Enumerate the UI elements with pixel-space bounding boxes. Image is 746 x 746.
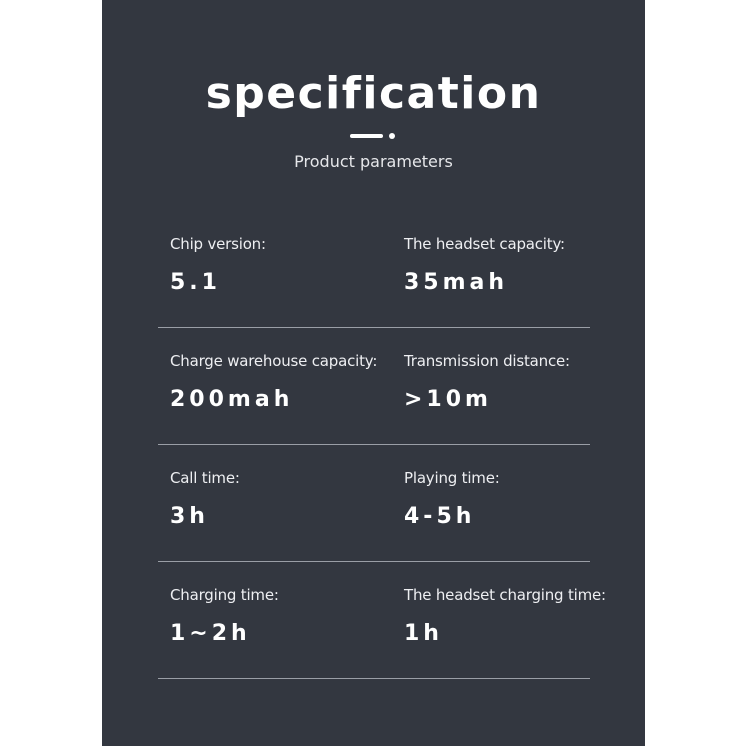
spec-item-headset-capacity xyxy=(404,232,565,296)
spec-item-charging-time xyxy=(170,583,279,647)
spec-item-headset-charging-time xyxy=(404,583,606,647)
spec-label: Playing time: xyxy=(404,469,500,487)
underline-dash xyxy=(350,134,383,138)
spec-label: The headset capacity: xyxy=(404,235,565,253)
spec-label: Chip version: xyxy=(170,235,266,253)
underline-dot xyxy=(389,133,395,139)
spec-panel xyxy=(102,0,645,746)
spec-row xyxy=(158,583,606,700)
spec-item-call-time xyxy=(170,466,240,530)
spec-item-chip-version xyxy=(170,232,266,296)
spec-item-playing-time xyxy=(404,466,500,530)
spec-label: The headset charging time: xyxy=(404,586,606,604)
spec-label: Transmission distance: xyxy=(404,352,570,370)
spec-item-transmission-distance xyxy=(404,349,570,413)
row-divider xyxy=(158,678,590,679)
spec-value: 35mah xyxy=(404,270,509,295)
spec-row xyxy=(158,232,590,349)
spec-value: 1~2h xyxy=(170,621,251,646)
spec-label: Call time: xyxy=(170,469,240,487)
spec-value: 200mah xyxy=(170,387,294,412)
spec-value: 4-5h xyxy=(404,504,476,529)
spec-value: 5.1 xyxy=(170,270,221,295)
spec-value: >10m xyxy=(404,387,492,412)
spec-row xyxy=(158,349,590,466)
spec-item-charge-warehouse-capacity xyxy=(170,349,377,413)
spec-row xyxy=(158,466,590,583)
row-divider xyxy=(158,327,590,328)
title-underline-decoration xyxy=(350,134,400,140)
row-divider xyxy=(158,444,590,445)
spec-value: 3h xyxy=(170,504,209,529)
spec-label: Charge warehouse capacity: xyxy=(170,352,378,370)
spec-label: Charging time: xyxy=(170,586,279,604)
spec-grid xyxy=(158,232,606,700)
spec-value: 1h xyxy=(404,621,443,646)
page-subtitle: Product parameters xyxy=(294,152,453,171)
row-divider xyxy=(158,561,590,562)
page-title: specification xyxy=(205,68,542,119)
